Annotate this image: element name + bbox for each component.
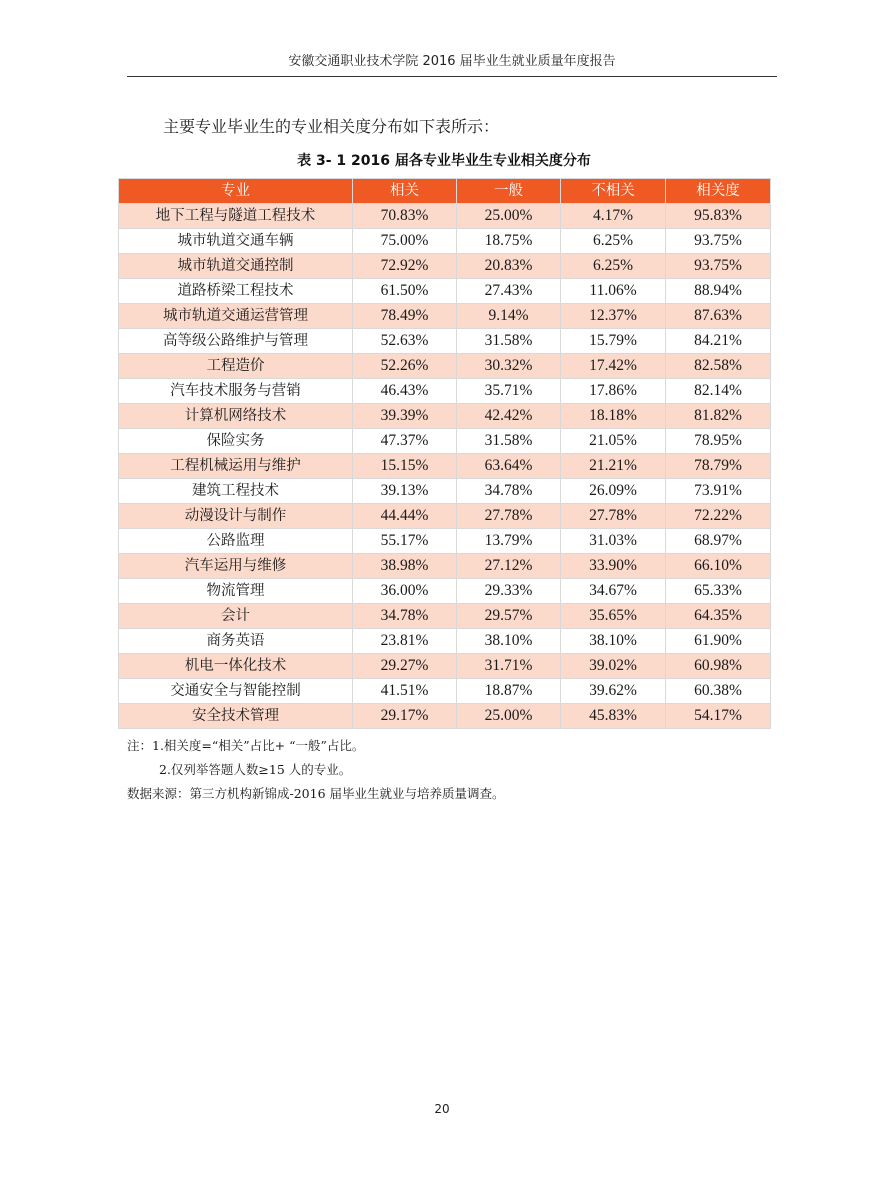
percent-cell: 20.83%: [457, 254, 561, 279]
table-row: [119, 479, 771, 504]
percent-cell: 93.75%: [666, 229, 771, 254]
major-name-cell: 工程机械运用与维护: [119, 454, 353, 479]
percent-cell: 78.95%: [666, 429, 771, 454]
percent-cell: 18.18%: [561, 404, 666, 429]
percent-cell: 18.87%: [457, 679, 561, 704]
percent-cell: 15.79%: [561, 329, 666, 354]
percent-cell: 78.49%: [353, 304, 457, 329]
percent-cell: 75.00%: [353, 229, 457, 254]
percent-cell: 60.98%: [666, 654, 771, 679]
major-name-cell: 城市轨道交通运营管理: [119, 304, 353, 329]
percent-cell: 64.35%: [666, 604, 771, 629]
table-row: [119, 304, 771, 329]
percent-cell: 27.43%: [457, 279, 561, 304]
major-name-cell: 地下工程与隧道工程技术: [119, 204, 353, 229]
major-name-cell: 工程造价: [119, 354, 353, 379]
intro-paragraph: 主要专业毕业生的专业相关度分布如下表所示：: [163, 117, 500, 136]
major-name-cell: 公路监理: [119, 529, 353, 554]
percent-cell: 13.79%: [457, 529, 561, 554]
percent-cell: 11.06%: [561, 279, 666, 304]
percent-cell: 55.17%: [353, 529, 457, 554]
table-row: [119, 579, 771, 604]
table-row: [119, 429, 771, 454]
percent-cell: 34.67%: [561, 579, 666, 604]
percent-cell: 33.90%: [561, 554, 666, 579]
percent-cell: 84.21%: [666, 329, 771, 354]
running-header: 安徽交通职业技术学院 2016 届毕业生就业质量年度报告: [288, 54, 616, 69]
percent-cell: 31.03%: [561, 529, 666, 554]
data-source-note: 数据来源：第三方机构新锦成-2016 届毕业生就业与培养质量调查。: [127, 786, 505, 801]
percent-cell: 66.10%: [666, 554, 771, 579]
percent-cell: 35.71%: [457, 379, 561, 404]
major-name-cell: 交通安全与智能控制: [119, 679, 353, 704]
percent-cell: 95.83%: [666, 204, 771, 229]
percent-cell: 65.33%: [666, 579, 771, 604]
percent-cell: 25.00%: [457, 704, 561, 729]
major-name-cell: 城市轨道交通控制: [119, 254, 353, 279]
percent-cell: 34.78%: [353, 604, 457, 629]
percent-cell: 12.37%: [561, 304, 666, 329]
column-header-2: 一般: [457, 179, 561, 204]
percent-cell: 78.79%: [666, 454, 771, 479]
table-row: [119, 554, 771, 579]
percent-cell: 9.14%: [457, 304, 561, 329]
percent-cell: 61.50%: [353, 279, 457, 304]
percent-cell: 61.90%: [666, 629, 771, 654]
percent-cell: 21.05%: [561, 429, 666, 454]
table-row: [119, 629, 771, 654]
table-row: [119, 529, 771, 554]
percent-cell: 39.62%: [561, 679, 666, 704]
major-name-cell: 计算机网络技术: [119, 404, 353, 429]
percent-cell: 21.21%: [561, 454, 666, 479]
table-row: [119, 229, 771, 254]
major-name-cell: 机电一体化技术: [119, 654, 353, 679]
percent-cell: 52.63%: [353, 329, 457, 354]
percent-cell: 31.71%: [457, 654, 561, 679]
percent-cell: 29.27%: [353, 654, 457, 679]
table-body: [119, 204, 771, 729]
percent-cell: 17.86%: [561, 379, 666, 404]
table-row: [119, 354, 771, 379]
percent-cell: 87.63%: [666, 304, 771, 329]
major-name-cell: 动漫设计与制作: [119, 504, 353, 529]
note-relevance-definition: 注：1.相关度=“相关”占比+ “一般”占比。: [127, 738, 365, 753]
percent-cell: 63.64%: [457, 454, 561, 479]
table-row: [119, 329, 771, 354]
table-row: [119, 454, 771, 479]
percent-cell: 35.65%: [561, 604, 666, 629]
table-row: [119, 704, 771, 729]
major-name-cell: 高等级公路维护与管理: [119, 329, 353, 354]
column-header-1: 相关: [353, 179, 457, 204]
major-name-cell: 会计: [119, 604, 353, 629]
percent-cell: 36.00%: [353, 579, 457, 604]
percent-cell: 88.94%: [666, 279, 771, 304]
percent-cell: 72.92%: [353, 254, 457, 279]
table-row: [119, 604, 771, 629]
percent-cell: 45.83%: [561, 704, 666, 729]
percent-cell: 81.82%: [666, 404, 771, 429]
percent-cell: 30.32%: [457, 354, 561, 379]
percent-cell: 39.39%: [353, 404, 457, 429]
percent-cell: 73.91%: [666, 479, 771, 504]
percent-cell: 70.83%: [353, 204, 457, 229]
percent-cell: 68.97%: [666, 529, 771, 554]
percent-cell: 17.42%: [561, 354, 666, 379]
major-name-cell: 保险实务: [119, 429, 353, 454]
major-name-cell: 汽车运用与维修: [119, 554, 353, 579]
percent-cell: 6.25%: [561, 254, 666, 279]
percent-cell: 34.78%: [457, 479, 561, 504]
table-row: [119, 204, 771, 229]
percent-cell: 46.43%: [353, 379, 457, 404]
table-row: [119, 379, 771, 404]
percent-cell: 52.26%: [353, 354, 457, 379]
percent-cell: 31.58%: [457, 329, 561, 354]
page-number: 20: [434, 1102, 450, 1116]
percent-cell: 41.51%: [353, 679, 457, 704]
note-respondent-threshold: 2.仅列举答题人数≥15 人的专业。: [159, 762, 352, 777]
percent-cell: 29.57%: [457, 604, 561, 629]
percent-cell: 47.37%: [353, 429, 457, 454]
percent-cell: 15.15%: [353, 454, 457, 479]
table-row: [119, 504, 771, 529]
relevance-table: [118, 178, 771, 729]
percent-cell: 82.58%: [666, 354, 771, 379]
major-name-cell: 城市轨道交通车辆: [119, 229, 353, 254]
percent-cell: 93.75%: [666, 254, 771, 279]
column-header-3: 不相关: [561, 179, 666, 204]
percent-cell: 38.10%: [457, 629, 561, 654]
percent-cell: 31.58%: [457, 429, 561, 454]
percent-cell: 27.78%: [561, 504, 666, 529]
major-name-cell: 汽车技术服务与营销: [119, 379, 353, 404]
percent-cell: 26.09%: [561, 479, 666, 504]
major-name-cell: 商务英语: [119, 629, 353, 654]
percent-cell: 6.25%: [561, 229, 666, 254]
percent-cell: 72.22%: [666, 504, 771, 529]
table-notes: [127, 734, 505, 806]
table-row: [119, 254, 771, 279]
major-name-cell: 安全技术管理: [119, 704, 353, 729]
table-row: [119, 654, 771, 679]
percent-cell: 38.10%: [561, 629, 666, 654]
percent-cell: 82.14%: [666, 379, 771, 404]
percent-cell: 29.17%: [353, 704, 457, 729]
table-row: [119, 404, 771, 429]
percent-cell: 23.81%: [353, 629, 457, 654]
table-row: [119, 679, 771, 704]
table-row: [119, 279, 771, 304]
percent-cell: 29.33%: [457, 579, 561, 604]
percent-cell: 4.17%: [561, 204, 666, 229]
percent-cell: 54.17%: [666, 704, 771, 729]
percent-cell: 25.00%: [457, 204, 561, 229]
column-header-0: 专业: [119, 179, 353, 204]
table-header-row: [119, 179, 771, 204]
table-caption: 表 3- 1 2016 届各专业毕业生专业相关度分布: [297, 153, 591, 169]
percent-cell: 60.38%: [666, 679, 771, 704]
column-header-4: 相关度: [666, 179, 771, 204]
major-name-cell: 建筑工程技术: [119, 479, 353, 504]
percent-cell: 39.13%: [353, 479, 457, 504]
percent-cell: 42.42%: [457, 404, 561, 429]
percent-cell: 44.44%: [353, 504, 457, 529]
major-name-cell: 道路桥梁工程技术: [119, 279, 353, 304]
percent-cell: 27.78%: [457, 504, 561, 529]
header-rule: [127, 76, 777, 77]
major-name-cell: 物流管理: [119, 579, 353, 604]
percent-cell: 39.02%: [561, 654, 666, 679]
percent-cell: 18.75%: [457, 229, 561, 254]
percent-cell: 27.12%: [457, 554, 561, 579]
percent-cell: 38.98%: [353, 554, 457, 579]
